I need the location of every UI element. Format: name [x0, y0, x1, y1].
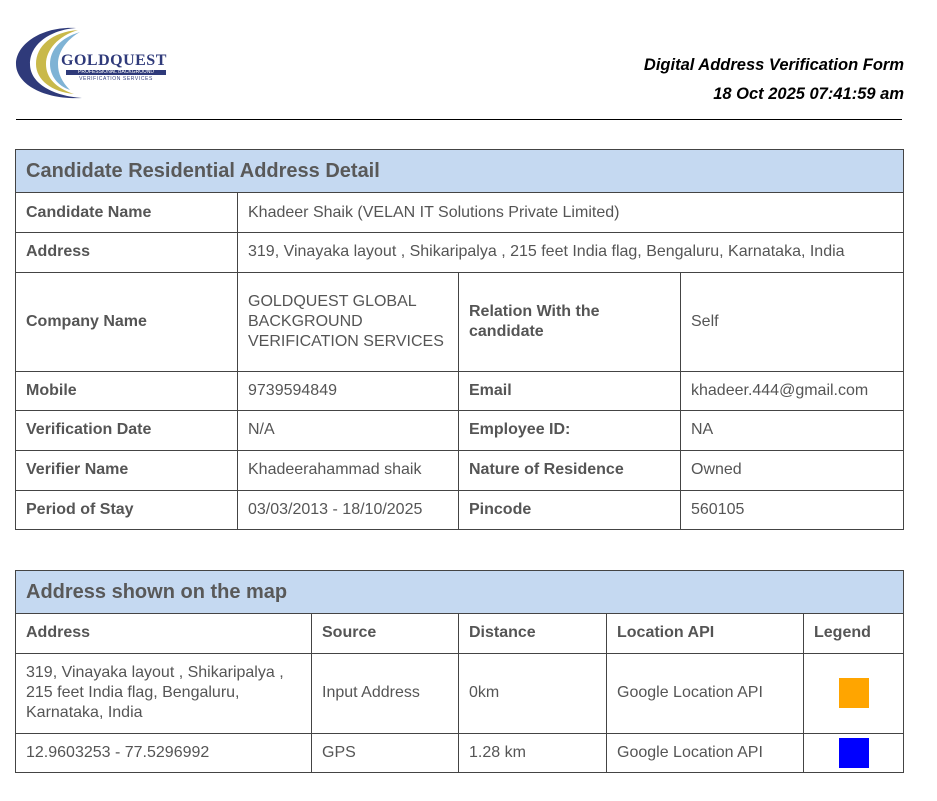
email-value: khadeer.444@gmail.com — [681, 371, 904, 411]
company-name-label: Company Name — [16, 272, 238, 371]
company-name-value: GOLDQUEST GLOBAL BACKGROUND VERIFICATION SERVICES — [238, 272, 459, 371]
employee-id-value: NA — [681, 411, 904, 451]
legend-swatch — [839, 738, 869, 768]
row-location-api: Google Location API — [607, 653, 804, 733]
form-title: Digital Address Verification Form — [643, 56, 904, 74]
col-header-address: Address — [16, 614, 312, 654]
col-header-distance: Distance — [459, 614, 607, 654]
row-legend-cell — [804, 733, 904, 773]
row-address: 12.9603253 - 77.5296992 — [16, 733, 312, 773]
goldquest-logo — [14, 24, 166, 102]
form-datetime: 18 Oct 2025 07:41:59 am — [713, 85, 904, 103]
address-label: Address — [16, 233, 238, 273]
row-source: GPS — [312, 733, 459, 773]
nature-of-residence-label: Nature of Residence — [459, 450, 681, 490]
relation-value: Self — [681, 272, 904, 371]
residential-address-table — [15, 149, 904, 530]
employee-id-label: Employee ID: — [459, 411, 681, 451]
row-address: 319, Vinayaka layout , Shikaripalya , 215 feet India flag, Bengaluru, Karnataka, India — [16, 653, 312, 733]
candidate-name-value: Khadeer Shaik (VELAN IT Solutions Private Limited) — [238, 193, 904, 233]
verification-date-label: Verification Date — [16, 411, 238, 451]
email-label: Email — [459, 371, 681, 411]
logo-tagline-2: VERIFICATION SERVICES — [79, 76, 153, 82]
map-address-table — [15, 570, 904, 773]
table-row — [16, 733, 904, 773]
verifier-name-value: Khadeerahammad shaik — [238, 450, 459, 490]
col-header-source: Source — [312, 614, 459, 654]
header-divider — [16, 119, 902, 120]
period-of-stay-value: 03/03/2013 - 18/10/2025 — [238, 490, 459, 530]
map-section-title: Address shown on the map — [16, 571, 904, 614]
address-value: 319, Vinayaka layout , Shikaripalya , 215 feet India flag, Bengaluru, Karnataka, India — [238, 233, 904, 273]
mobile-label: Mobile — [16, 371, 238, 411]
table-row — [16, 653, 904, 733]
pincode-label: Pincode — [459, 490, 681, 530]
col-header-location-api: Location API — [607, 614, 804, 654]
col-header-legend: Legend — [804, 614, 904, 654]
residential-section-title: Candidate Residential Address Detail — [16, 150, 904, 193]
row-legend-cell — [804, 653, 904, 733]
row-location-api: Google Location API — [607, 733, 804, 773]
mobile-value: 9739594849 — [238, 371, 459, 411]
nature-of-residence-value: Owned — [681, 450, 904, 490]
row-distance: 1.28 km — [459, 733, 607, 773]
logo-wordmark: GOLDQUEST — [61, 52, 167, 69]
relation-label: Relation With the candidate — [459, 272, 681, 371]
candidate-name-label: Candidate Name — [16, 193, 238, 233]
row-source: Input Address — [312, 653, 459, 733]
verifier-name-label: Verifier Name — [16, 450, 238, 490]
period-of-stay-label: Period of Stay — [16, 490, 238, 530]
logo-tagline-1: PROFESSIONAL BACKGROUND — [66, 70, 166, 75]
row-distance: 0km — [459, 653, 607, 733]
pincode-value: 560105 — [681, 490, 904, 530]
legend-swatch — [839, 678, 869, 708]
verification-date-value: N/A — [238, 411, 459, 451]
